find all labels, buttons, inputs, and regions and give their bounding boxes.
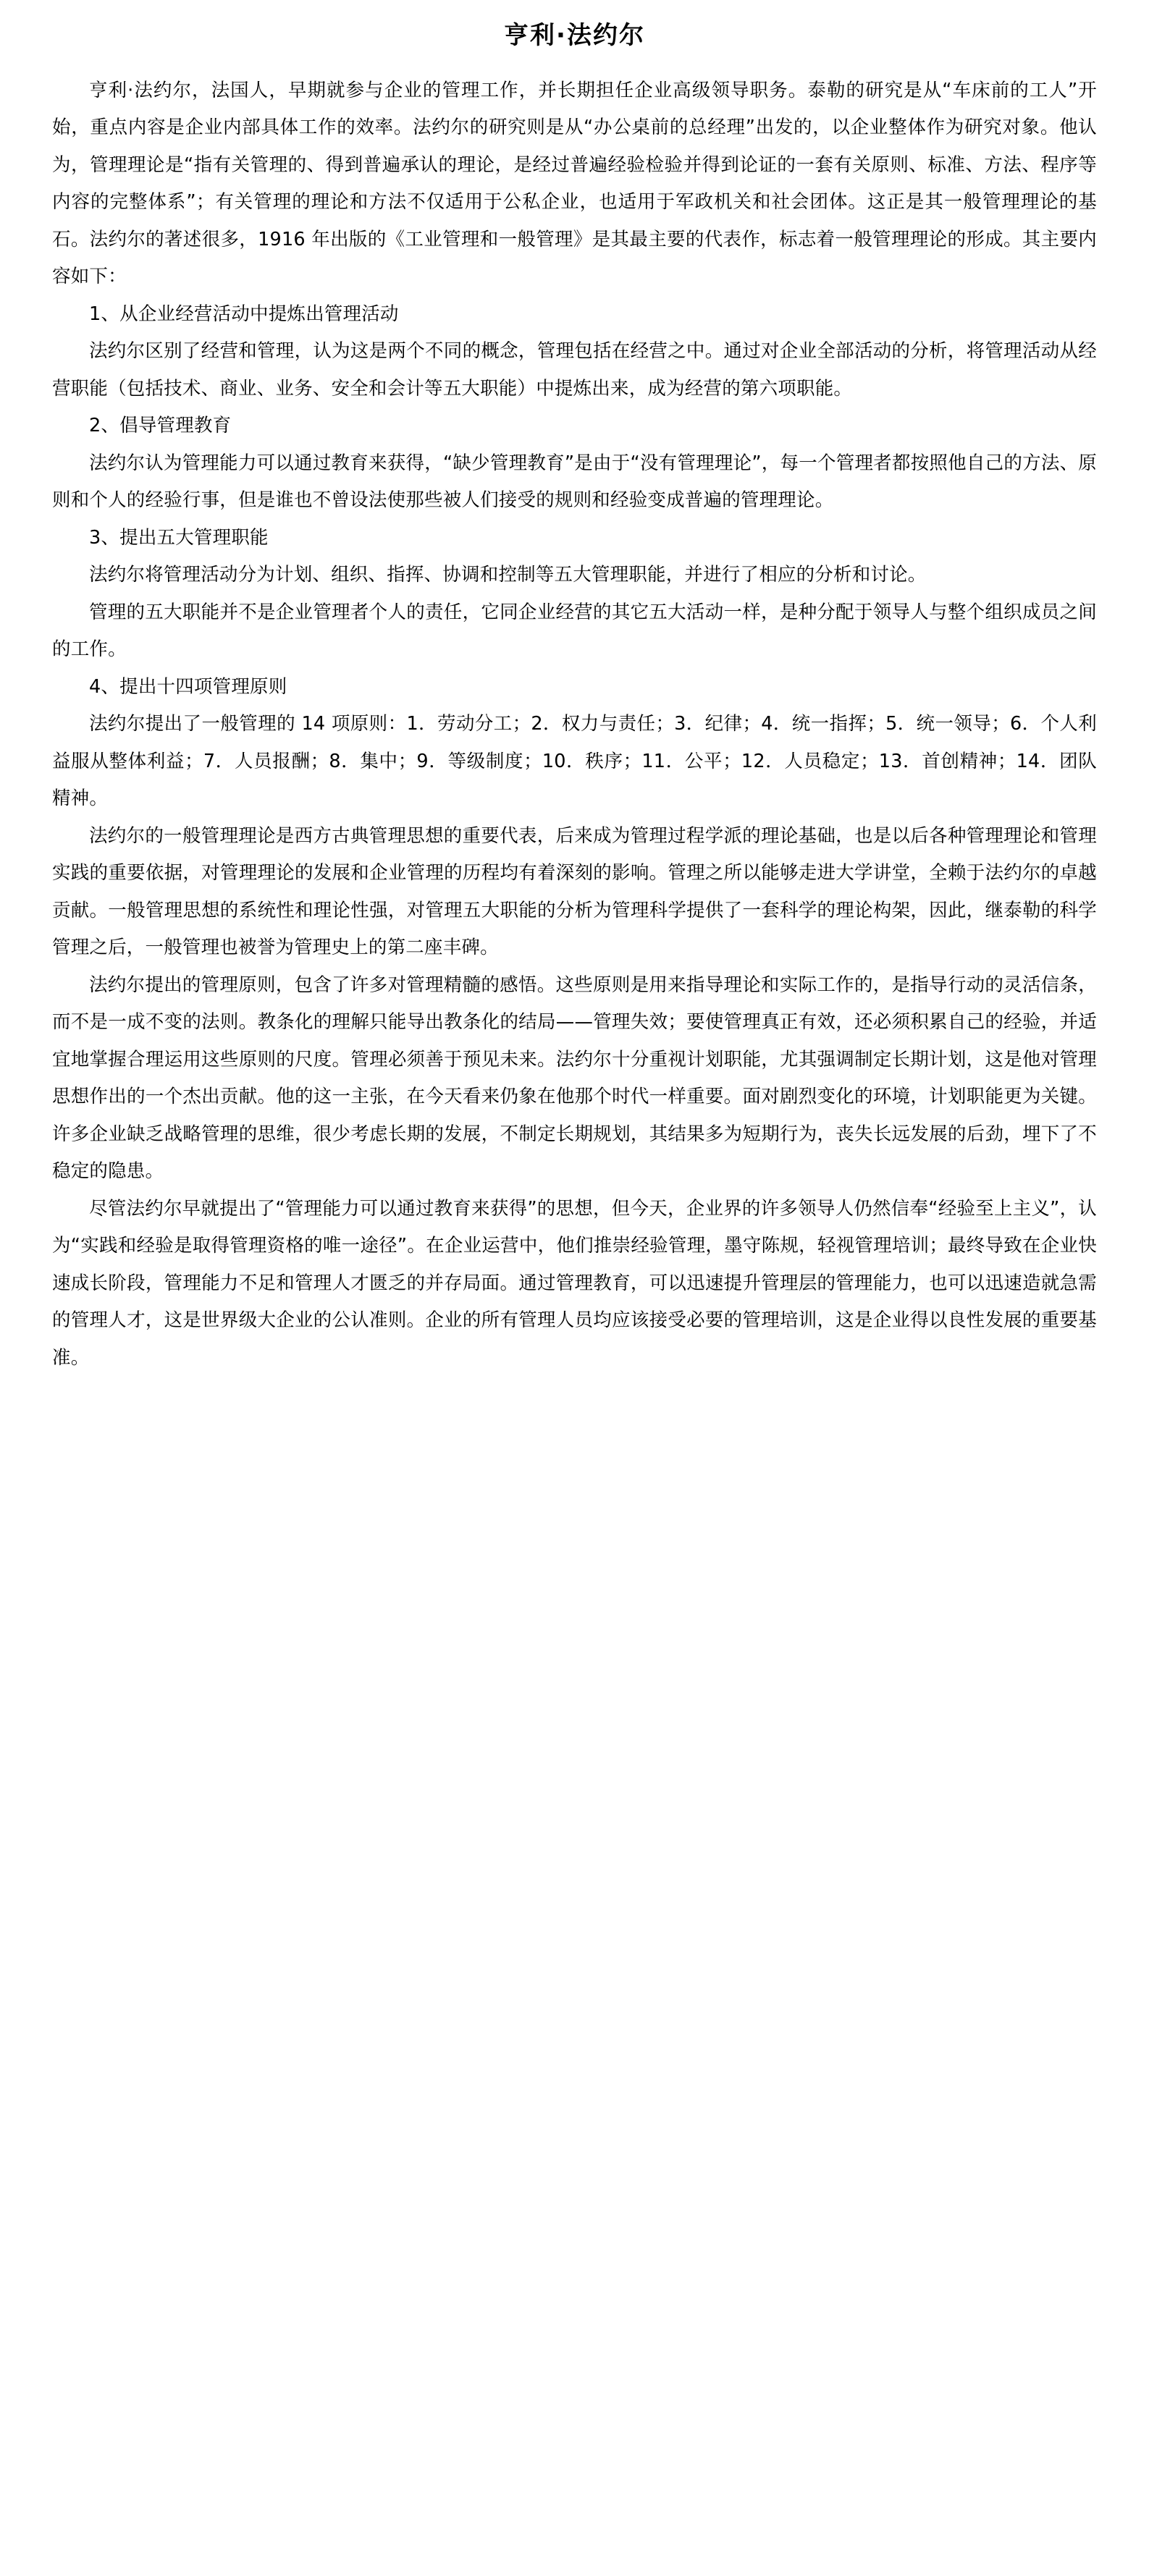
page-title: 亨利·法约尔 — [504, 21, 645, 50]
paragraph-intro: 亨利·法约尔，法国人，早期就参与企业的管理工作，并长期担任企业高级领导职务。泰勒的研究是从“车床前的工人”开始，重点内容是企业内部具体工作的效率。法约尔的研究则是从“办公桌前的总经理”出发的，以企业整体作为研究对象。他认为，管理理论是“指有关管理的、得到普遍承认的理论，是经过普遍经验检验并得到论证的一套有关原则、标准、方法、程序等内容的完整体系”；有关管理的理论和方法不仅适用于公私企业，也适用于军政机关和社会团体。这正是其一般管理理论的基石。法约尔的著述很多，1916 年出版的《工业管理和一般管理》是其最主要的代表作，标志着一般管理理论的形成。其主要内容如下： — [52, 79, 1097, 288]
paragraph-point-3-body: 法约尔将管理活动分为计划、组织、指挥、协调和控制等五大管理职能，并进行了相应的分析和讨论。 — [89, 564, 927, 586]
heading-point-1: 1、从企业经营活动中提炼出管理活动 — [89, 303, 399, 325]
heading-point-2: 2、倡导管理教育 — [89, 415, 232, 437]
paragraph-point-4-body: 法约尔提出了一般管理的 14 项原则：1．劳动分工；2．权力与责任；3．纪律；4．统一指挥；5．统一领导；6．个人利益服从整体利益；7．人员报酬；8．集中；9．等级制度；10．秩序；11．公平；12．人员稳定；13．首创精神；14．团队精神。 — [52, 713, 1097, 810]
paragraph-point-2-body: 法约尔认为管理能力可以通过教育来获得，“缺少管理教育”是由于“没有管理理论”，每一个管理者都按照他自己的方法、原则和个人的经验行事，但是谁也不曾设法使那些被人们接受的规则和经验变成普遍的管理理论。 — [52, 452, 1097, 512]
paragraph-principles-commentary: 法约尔提出的管理原则，包含了许多对管理精髓的感悟。这些原则是用来指导理论和实际工作的，是指导行动的灵活信条，而不是一成不变的法则。教条化的理解只能导出教条化的结局——管理失效；要使管理真正有效，还必须积累自己的经验，并适宜地掌握合理运用这些原则的尺度。管理必须善于预见未来。法约尔十分重视计划职能，尤其强调制定长期计划，这是他对管理思想作出的一个杰出贡献。他的这一主张，在今天看来仍象在他那个时代一样重要。面对剧烈变化的环境，计划职能更为关键。许多企业缺乏战略管理的思维，很少考虑长期的发展，不制定长期规划，其结果多为短期行为，丧失长远发展的后劲，埋下了不稳定的隐患。 — [52, 974, 1097, 1183]
paragraph-education-commentary: 尽管法约尔早就提出了“管理能力可以通过教育来获得”的思想，但今天，企业界的许多领导人仍然信奉“经验至上主义”，认为“实践和经验是取得管理资格的唯一途径”。在企业运营中，他们推崇经验管理，墨守陈规，轻视管理培训；最终导致在企业快速成长阶段，管理能力不足和管理人才匮乏的并存局面。通过管理教育，可以迅速提升管理层的管理能力，也可以迅速造就急需的管理人才，这是世界级大企业的公认准则。企业的所有管理人员均应该接受必要的管理培训，这是企业得以良性发展的重要基准。 — [52, 1197, 1097, 1369]
heading-point-4: 4、提出十四项管理原则 — [89, 675, 287, 698]
paragraph-legacy: 法约尔的一般管理理论是西方古典管理思想的重要代表，后来成为管理过程学派的理论基础，也是以后各种管理理论和管理实践的重要依据，对管理理论的发展和企业管理的历程均有着深刻的影响。管理之所以能够走进大学讲堂，全赖于法约尔的卓越贡献。一般管理思想的系统性和理论性强，对管理五大职能的分析为管理科学提供了一套科学的理论构架，因此，继泰勒的科学管理之后，一般管理也被誉为管理史上的第二座丰碑。 — [52, 824, 1097, 959]
paragraph-point-1-body: 法约尔区别了经营和管理，认为这是两个不同的概念，管理包括在经营之中。通过对企业全部活动的分析，将管理活动从经营职能（包括技术、商业、业务、安全和会计等五大职能）中提炼出来，成为经营的第六项职能。 — [52, 340, 1097, 400]
paragraph-point-3-extra: 管理的五大职能并不是企业管理者个人的责任，它同企业经营的其它五大活动一样，是种分配于领导人与整个组织成员之间的工作。 — [52, 601, 1097, 661]
heading-point-3: 3、提出五大管理职能 — [89, 526, 269, 549]
